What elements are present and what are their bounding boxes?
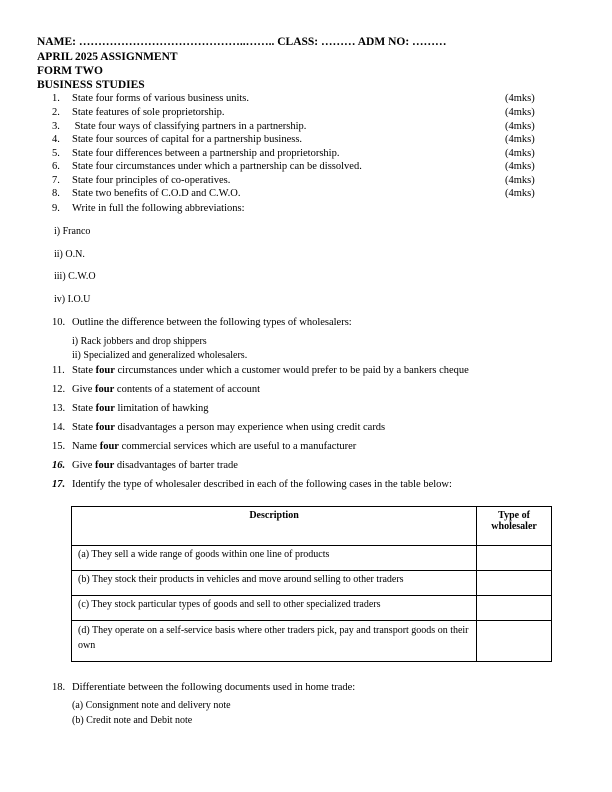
table-row (72, 596, 552, 621)
question-16: 16. Give four disadvantages of barter trade (52, 460, 238, 471)
header-type-of-wholesaler: Type of wholesaler (477, 507, 552, 546)
question-13: 13. State four limitation of hawking (52, 403, 209, 414)
table-header-row (72, 507, 552, 546)
question-15: 15. Name four commercial services which are useful to a manufacturer (52, 441, 357, 452)
row-description: (d) They operate on a self-service basis where other traders pick, pay and transport goods on their own (72, 621, 477, 662)
question-12: 12. Give four contents of a statement of account (52, 384, 261, 395)
wholesaler-table (71, 506, 552, 662)
question-1: 1. State four forms of various business units. (52, 93, 250, 104)
question-18-sub: (a) Consignment note and delivery note (72, 700, 231, 711)
question-4-marks: (4mks) (505, 134, 535, 145)
question-18: 18. Differentiate between the following documents used in home trade: (52, 682, 356, 693)
question-2: 2. State features of sole proprietorship. (52, 107, 225, 118)
question-7: 7. State four principles of co-operatives. (52, 175, 231, 186)
question-5: 5. State four differences between a partnership and proprietorship. (52, 148, 340, 159)
abbreviation-item: iii) C.W.O (54, 271, 96, 282)
question-8: 8. State two benefits of C.O.D and C.W.O. (52, 188, 241, 199)
question-18-sub: (b) Credit note and Debit note (72, 715, 193, 726)
assignment-title: APRIL 2025 ASSIGNMENT (37, 51, 178, 63)
abbreviation-item: iv) I.O.U (54, 294, 91, 305)
row-description: (c) They stock particular types of goods and sell to other specialized traders (72, 596, 477, 621)
question-2-marks: (4mks) (505, 107, 535, 118)
question-10-sub: i) Rack jobbers and drop shippers (72, 336, 207, 347)
table-row (72, 546, 552, 571)
form-title: FORM TWO (37, 65, 103, 77)
question-11: 11. State four circumstances under which a customer would prefer to be paid by a bankers cheque (52, 365, 469, 376)
abbreviation-item: ii) O.N. (54, 249, 85, 260)
question-9: 9. Write in full the following abbreviations: (52, 203, 245, 214)
question-3-marks: (4mks) (505, 121, 535, 132)
header-description: Description (72, 507, 477, 546)
question-6-marks: (4mks) (505, 161, 535, 172)
row-description: (b) They stock their products in vehicles and move around selling to other traders (72, 571, 477, 596)
name-class-adm-line: NAME: ……………………………………..…….. CLASS: ……… ADM NO: ……… (37, 36, 447, 48)
row-description: (a) They sell a wide range of goods within one line of products (72, 546, 477, 571)
question-8-marks: (4mks) (505, 188, 535, 199)
question-10: 10. Outline the difference between the following types of wholesalers: (52, 317, 352, 328)
table-row (72, 571, 552, 596)
question-6: 6. State four circumstances under which a partnership can be dissolved. (52, 161, 362, 172)
table-row (72, 621, 552, 662)
question-5-marks: (4mks) (505, 148, 535, 159)
abbreviation-item: i) Franco (54, 226, 91, 237)
question-17: 17. Identify the type of wholesaler described in each of the following cases in the table below: (52, 479, 452, 490)
row-answer-cell (477, 596, 552, 621)
question-1-marks: (4mks) (505, 93, 535, 104)
subject-title: BUSINESS STUDIES (37, 79, 145, 91)
row-answer-cell (477, 571, 552, 596)
question-14: 14. State four disadvantages a person may experience when using credit cards (52, 422, 386, 433)
question-7-marks: (4mks) (505, 175, 535, 186)
row-answer-cell (477, 546, 552, 571)
question-10-sub: ii) Specialized and generalized wholesalers. (72, 350, 248, 361)
question-4: 4. State four sources of capital for a partnership business. (52, 134, 303, 145)
question-3: 3. State four ways of classifying partners in a partnership. (52, 121, 307, 132)
row-answer-cell (477, 621, 552, 662)
